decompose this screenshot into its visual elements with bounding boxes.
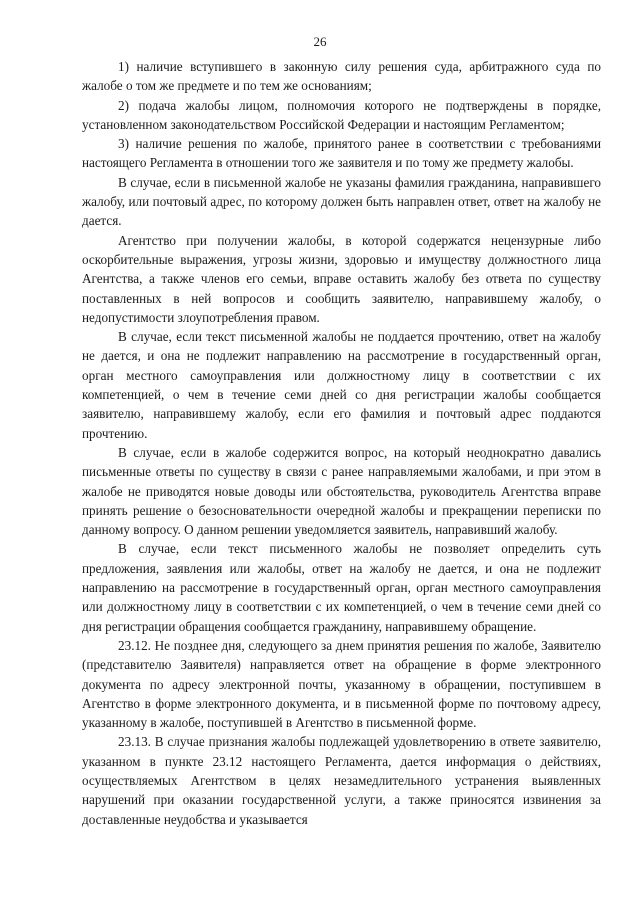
- paragraph-offensive-content: Агентство при получении жалобы, в которой содержатся нецензурные либо оскорбительные выражения, угрозы жизни, здоровью и имуществу должностного лица Агентства, а также членов его семьи, вправе оставить жалобу без ответа по существу поставленных в ней вопросов и сообщить заявителю, направившему жалобу, о недопустимости злоупотребления правом.: [82, 232, 601, 325]
- paragraph-unreadable-text: В случае, если текст письменной жалобы не поддается прочтению, ответ на жалобу не дается, и она не подлежит направлению на рассмотрение в государственный орган, орган местного самоуправления или должностному лицу в соответствии с их компетенцией, о чем в течение семи дней со дня регистрации жалобы сообщается заявителю, направившему жалобу, если его фамилия и почтовый адрес поддаются прочтению.: [82, 329, 601, 441]
- paragraph-repeated-question: В случае, если в жалобе содержится вопрос, на который неоднократно давались письменные ответы по существу в связи с ранее направляемыми жалобами, и при этом в жалобе не приводятся новые доводы или обстоятельства, руководитель Агентства вправе принять решение о безосновательности очередной жалобы и прекращении переписки по данному вопросу. О данном решении уведомляется заявитель, направивший жалобу.: [82, 444, 601, 538]
- paragraph-item-1: 1) наличие вступившего в законную силу решения суда, арбитражного суда по жалобе о том же предмете и по тем же основаниям;: [82, 59, 601, 94]
- paragraph-missing-name: В случае, если в письменной жалобе не указаны фамилия гражданина, направившего жалобу, или почтовый адрес, по которому должен быть направлен ответ, ответ на жалобу не дается.: [82, 174, 601, 229]
- paragraph-23-13: 23.13. В случае признания жалобы подлежащей удовлетворению в ответе заявителю, указанном в пункте 23.12 настоящего Регламента, дается информация о действиях, осуществляемых Агентством в целях незамедлительного устранения выявленных нарушений при оказании государственной услуги, а также приносятся извинения за доставленные неудобства и указывается: [82, 734, 601, 827]
- paragraph-item-2: 2) подача жалобы лицом, полномочия которого не подтверждены в порядке, установленном законодательством Российской Федерации и настоящим Регламентом;: [82, 97, 601, 132]
- paragraph-23-12: 23.12. Не позднее дня, следующего за днем принятия решения по жалобе, Заявителю (представителю Заявителя) направляется ответ на обращение в форме электронного документа по адресу электронной почты, указанному в обращении, поступившем в Агентство в форме электронного документа, и в письменной форме по почтовому адресу, указанному в жалобе, поступившей в Агентство в письменной форме.: [82, 637, 601, 731]
- document-body: [82, 57, 601, 829]
- paragraph-item-3: 3) наличие решения по жалобе, принятого ранее в соответствии с требованиями настоящего Регламента в отношении того же заявителя и по тому же предмету жалобы.: [82, 136, 601, 171]
- page-number: 26: [313, 34, 327, 49]
- paragraph-undeterminable-essence: В случае, если текст письменного жалобы не позволяет определить суть предложения, заявления или жалобы, ответ на жалобу не дается, и она не подлежит направлению на рассмотрение в государственный орган, орган местного самоуправления или должностному лицу в соответствии с их компетенцией, о чем в течение семи дней со дня регистрации обращения сообщается гражданину, направившему обращение.: [82, 541, 601, 634]
